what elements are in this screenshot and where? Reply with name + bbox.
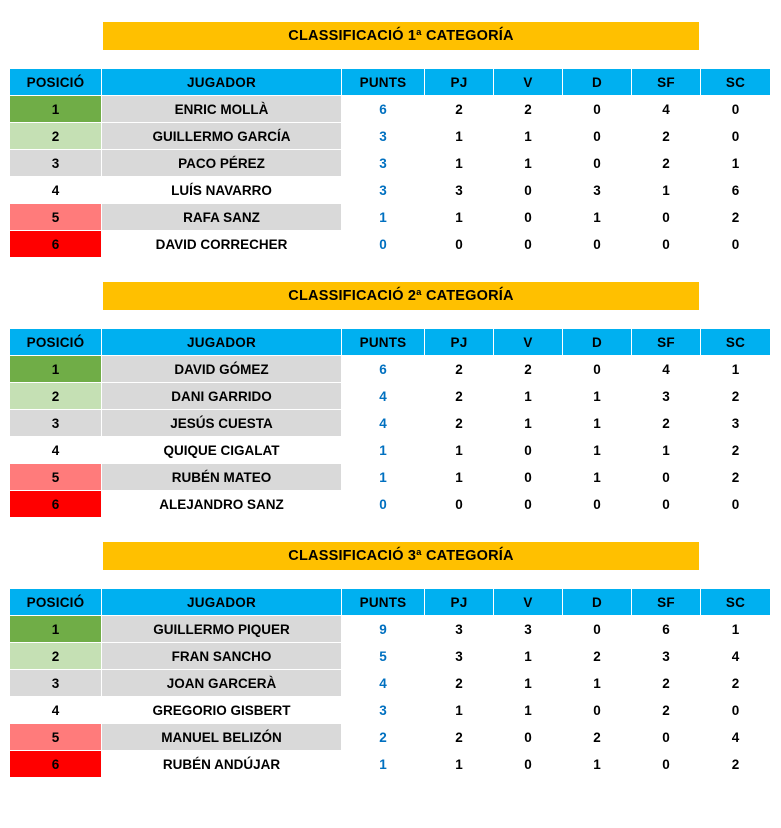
standings-table xyxy=(9,588,771,778)
v-cell: 3 xyxy=(494,616,563,643)
pj-cell: 2 xyxy=(425,670,494,697)
table-row xyxy=(10,383,771,410)
d-cell: 1 xyxy=(563,383,632,410)
player-name-cell: RUBÉN ANDÚJAR xyxy=(102,751,342,778)
table-row xyxy=(10,177,771,204)
sc-cell: 4 xyxy=(701,724,771,751)
player-name-cell: LUÍS NAVARRO xyxy=(102,177,342,204)
table-row xyxy=(10,231,771,258)
section-title: CLASSIFICACIÓ 1ª CATEGORÍA xyxy=(103,22,699,50)
table-row xyxy=(10,751,771,778)
sc-cell: 2 xyxy=(701,670,771,697)
pj-cell: 1 xyxy=(425,150,494,177)
d-cell: 0 xyxy=(563,356,632,383)
table-row xyxy=(10,437,771,464)
section-title-row xyxy=(0,542,781,570)
points-cell: 1 xyxy=(342,751,425,778)
column-header: POSICIÓ xyxy=(10,69,102,96)
d-cell: 0 xyxy=(563,491,632,518)
pj-cell: 3 xyxy=(425,177,494,204)
player-name-cell: PACO PÉREZ xyxy=(102,150,342,177)
v-cell: 0 xyxy=(494,204,563,231)
v-cell: 0 xyxy=(494,724,563,751)
d-cell: 1 xyxy=(563,410,632,437)
table-row xyxy=(10,670,771,697)
v-cell: 0 xyxy=(494,751,563,778)
position-cell: 2 xyxy=(10,383,102,410)
sf-cell: 2 xyxy=(632,150,701,177)
position-cell: 1 xyxy=(10,616,102,643)
spacer xyxy=(0,258,781,282)
pj-cell: 1 xyxy=(425,204,494,231)
sf-cell: 0 xyxy=(632,464,701,491)
position-cell: 3 xyxy=(10,150,102,177)
player-name-cell: QUIQUE CIGALAT xyxy=(102,437,342,464)
section-title-row xyxy=(0,282,781,310)
position-cell: 1 xyxy=(10,356,102,383)
sf-cell: 0 xyxy=(632,751,701,778)
pj-cell: 1 xyxy=(425,437,494,464)
player-name-cell: GUILLERMO PIQUER xyxy=(102,616,342,643)
position-cell: 6 xyxy=(10,231,102,258)
points-cell: 1 xyxy=(342,437,425,464)
player-name-cell: DAVID GÓMEZ xyxy=(102,356,342,383)
d-cell: 1 xyxy=(563,464,632,491)
v-cell: 1 xyxy=(494,670,563,697)
column-header: SF xyxy=(632,589,701,616)
sc-cell: 1 xyxy=(701,356,771,383)
position-cell: 5 xyxy=(10,204,102,231)
points-cell: 3 xyxy=(342,697,425,724)
column-header: PJ xyxy=(425,329,494,356)
player-name-cell: ENRIC MOLLÀ xyxy=(102,96,342,123)
sf-cell: 3 xyxy=(632,643,701,670)
points-cell: 6 xyxy=(342,96,425,123)
sc-cell: 2 xyxy=(701,437,771,464)
points-cell: 3 xyxy=(342,177,425,204)
spacer xyxy=(0,310,781,328)
points-cell: 3 xyxy=(342,150,425,177)
points-cell: 1 xyxy=(342,464,425,491)
points-cell: 4 xyxy=(342,410,425,437)
column-header: V xyxy=(494,329,563,356)
pj-cell: 2 xyxy=(425,410,494,437)
sf-cell: 2 xyxy=(632,410,701,437)
d-cell: 0 xyxy=(563,231,632,258)
position-cell: 4 xyxy=(10,437,102,464)
v-cell: 1 xyxy=(494,697,563,724)
table-row xyxy=(10,96,771,123)
sf-cell: 2 xyxy=(632,697,701,724)
table-row xyxy=(10,123,771,150)
sf-cell: 0 xyxy=(632,724,701,751)
column-header: V xyxy=(494,589,563,616)
position-cell: 2 xyxy=(10,123,102,150)
v-cell: 0 xyxy=(494,464,563,491)
spacer xyxy=(0,518,781,542)
sc-cell: 4 xyxy=(701,643,771,670)
column-header: SC xyxy=(701,589,771,616)
standings-table xyxy=(9,68,771,258)
column-header: PJ xyxy=(425,589,494,616)
sc-cell: 2 xyxy=(701,751,771,778)
player-name-cell: RUBÉN MATEO xyxy=(102,464,342,491)
position-cell: 4 xyxy=(10,177,102,204)
pj-cell: 2 xyxy=(425,724,494,751)
points-cell: 0 xyxy=(342,231,425,258)
v-cell: 1 xyxy=(494,643,563,670)
points-cell: 6 xyxy=(342,356,425,383)
position-cell: 2 xyxy=(10,643,102,670)
table-header-row xyxy=(10,69,771,96)
v-cell: 0 xyxy=(494,491,563,518)
column-header: PUNTS xyxy=(342,589,425,616)
pj-cell: 3 xyxy=(425,616,494,643)
position-cell: 6 xyxy=(10,751,102,778)
table-row xyxy=(10,464,771,491)
player-name-cell: MANUEL BELIZÓN xyxy=(102,724,342,751)
points-cell: 9 xyxy=(342,616,425,643)
d-cell: 1 xyxy=(563,204,632,231)
position-cell: 1 xyxy=(10,96,102,123)
d-cell: 0 xyxy=(563,123,632,150)
v-cell: 1 xyxy=(494,410,563,437)
table-row xyxy=(10,616,771,643)
column-header: D xyxy=(563,329,632,356)
d-cell: 3 xyxy=(563,177,632,204)
v-cell: 2 xyxy=(494,356,563,383)
sf-cell: 2 xyxy=(632,670,701,697)
points-cell: 2 xyxy=(342,724,425,751)
column-header: D xyxy=(563,69,632,96)
points-cell: 3 xyxy=(342,123,425,150)
sf-cell: 0 xyxy=(632,204,701,231)
sf-cell: 4 xyxy=(632,96,701,123)
d-cell: 0 xyxy=(563,697,632,724)
table-header-row xyxy=(10,329,771,356)
spacer xyxy=(0,570,781,588)
sf-cell: 2 xyxy=(632,123,701,150)
table-row xyxy=(10,356,771,383)
standings-section xyxy=(0,518,781,778)
sf-cell: 1 xyxy=(632,177,701,204)
sc-cell: 2 xyxy=(701,464,771,491)
column-header: POSICIÓ xyxy=(10,589,102,616)
d-cell: 2 xyxy=(563,643,632,670)
pj-cell: 1 xyxy=(425,464,494,491)
standings-section xyxy=(0,0,781,258)
sc-cell: 0 xyxy=(701,491,771,518)
column-header: SC xyxy=(701,69,771,96)
position-cell: 3 xyxy=(10,410,102,437)
points-cell: 4 xyxy=(342,383,425,410)
column-header: V xyxy=(494,69,563,96)
v-cell: 0 xyxy=(494,231,563,258)
pj-cell: 2 xyxy=(425,96,494,123)
position-cell: 4 xyxy=(10,697,102,724)
sc-cell: 2 xyxy=(701,383,771,410)
player-name-cell: RAFA SANZ xyxy=(102,204,342,231)
sf-cell: 0 xyxy=(632,231,701,258)
column-header: D xyxy=(563,589,632,616)
player-name-cell: FRAN SANCHO xyxy=(102,643,342,670)
spacer xyxy=(0,50,781,68)
player-name-cell: ALEJANDRO SANZ xyxy=(102,491,342,518)
table-row xyxy=(10,410,771,437)
points-cell: 5 xyxy=(342,643,425,670)
sc-cell: 1 xyxy=(701,150,771,177)
v-cell: 0 xyxy=(494,437,563,464)
d-cell: 0 xyxy=(563,96,632,123)
d-cell: 0 xyxy=(563,616,632,643)
pj-cell: 2 xyxy=(425,356,494,383)
d-cell: 1 xyxy=(563,670,632,697)
points-cell: 1 xyxy=(342,204,425,231)
v-cell: 1 xyxy=(494,123,563,150)
column-header: POSICIÓ xyxy=(10,329,102,356)
section-title: CLASSIFICACIÓ 2ª CATEGORÍA xyxy=(103,282,699,310)
sf-cell: 1 xyxy=(632,437,701,464)
column-header: PUNTS xyxy=(342,69,425,96)
table-row xyxy=(10,724,771,751)
player-name-cell: GUILLERMO GARCÍA xyxy=(102,123,342,150)
position-cell: 6 xyxy=(10,491,102,518)
pj-cell: 3 xyxy=(425,643,494,670)
player-name-cell: JOAN GARCERÀ xyxy=(102,670,342,697)
section-title: CLASSIFICACIÓ 3ª CATEGORÍA xyxy=(103,542,699,570)
table-row xyxy=(10,697,771,724)
sf-cell: 6 xyxy=(632,616,701,643)
column-header: JUGADOR xyxy=(102,329,342,356)
sc-cell: 1 xyxy=(701,616,771,643)
table-row xyxy=(10,150,771,177)
points-cell: 4 xyxy=(342,670,425,697)
pj-cell: 1 xyxy=(425,697,494,724)
v-cell: 2 xyxy=(494,96,563,123)
player-name-cell: DANI GARRIDO xyxy=(102,383,342,410)
sc-cell: 0 xyxy=(701,697,771,724)
table-header-row xyxy=(10,589,771,616)
d-cell: 1 xyxy=(563,437,632,464)
standings-table xyxy=(9,328,771,518)
sf-cell: 0 xyxy=(632,491,701,518)
points-cell: 0 xyxy=(342,491,425,518)
pj-cell: 1 xyxy=(425,123,494,150)
column-header: JUGADOR xyxy=(102,69,342,96)
column-header: SF xyxy=(632,69,701,96)
standings-section xyxy=(0,258,781,518)
column-header: PUNTS xyxy=(342,329,425,356)
player-name-cell: JESÚS CUESTA xyxy=(102,410,342,437)
sc-cell: 3 xyxy=(701,410,771,437)
sc-cell: 2 xyxy=(701,204,771,231)
d-cell: 1 xyxy=(563,751,632,778)
sc-cell: 0 xyxy=(701,96,771,123)
d-cell: 0 xyxy=(563,150,632,177)
position-cell: 3 xyxy=(10,670,102,697)
sc-cell: 0 xyxy=(701,231,771,258)
column-header: SF xyxy=(632,329,701,356)
table-row xyxy=(10,491,771,518)
v-cell: 1 xyxy=(494,383,563,410)
player-name-cell: GREGORIO GISBERT xyxy=(102,697,342,724)
d-cell: 2 xyxy=(563,724,632,751)
position-cell: 5 xyxy=(10,724,102,751)
column-header: SC xyxy=(701,329,771,356)
sc-cell: 0 xyxy=(701,123,771,150)
player-name-cell: DAVID CORRECHER xyxy=(102,231,342,258)
section-title-row xyxy=(0,22,781,50)
v-cell: 0 xyxy=(494,177,563,204)
pj-cell: 0 xyxy=(425,491,494,518)
spacer xyxy=(0,0,781,22)
column-header: JUGADOR xyxy=(102,589,342,616)
column-header: PJ xyxy=(425,69,494,96)
position-cell: 5 xyxy=(10,464,102,491)
sf-cell: 3 xyxy=(632,383,701,410)
sf-cell: 4 xyxy=(632,356,701,383)
sc-cell: 6 xyxy=(701,177,771,204)
pj-cell: 0 xyxy=(425,231,494,258)
pj-cell: 2 xyxy=(425,383,494,410)
table-row xyxy=(10,204,771,231)
pj-cell: 1 xyxy=(425,751,494,778)
table-row xyxy=(10,643,771,670)
v-cell: 1 xyxy=(494,150,563,177)
